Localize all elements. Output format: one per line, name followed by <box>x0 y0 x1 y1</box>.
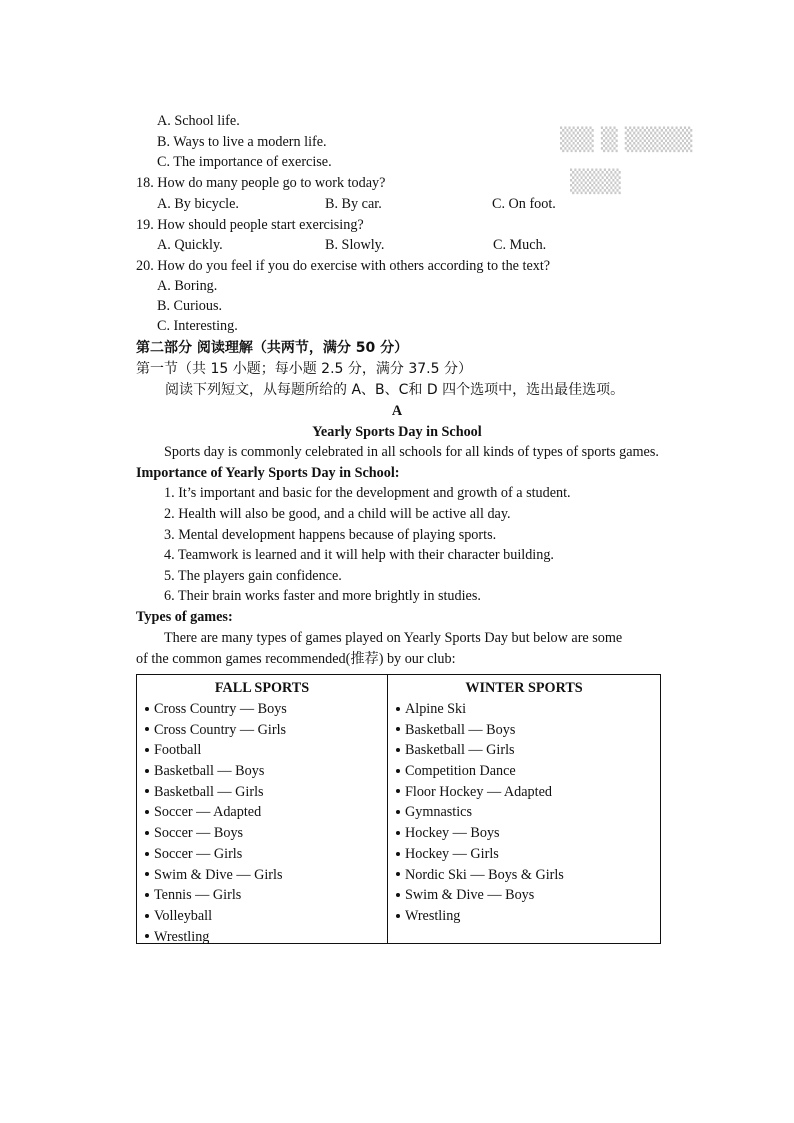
sport-name: Floor Hockey — Adapted <box>405 783 552 800</box>
section1-instruction: 阅读下列短文，从每题所给的 A、B、C和 D 四个选项中，选出最佳选项。 <box>165 382 625 398</box>
types-paragraph-line2: of the common games recommended(推荐) by our club: <box>136 651 456 667</box>
q17-option-b: B. Ways to live a modern life. <box>157 134 327 150</box>
passage-letter: A <box>391 403 403 419</box>
bullet-icon <box>396 769 400 773</box>
bullet-icon <box>396 852 400 856</box>
q19-option-a: A. Quickly. <box>157 237 223 253</box>
bleed-through-mark: ▒▒ ▒ ▒▒▒▒ <box>560 128 693 153</box>
sport-name: Tennis — Girls <box>154 887 242 904</box>
fall-sports-list <box>145 699 287 947</box>
importance-point: 6. Their brain works faster and more brightly in studies. <box>164 588 481 604</box>
sports-list-item <box>145 761 287 782</box>
bullet-icon <box>396 748 400 752</box>
sport-name: Swim & Dive — Boys <box>405 887 535 904</box>
bullet-icon <box>396 707 400 711</box>
sport-name: Cross Country — Girls <box>154 721 287 738</box>
fall-sports-header: FALL SPORTS <box>214 680 310 696</box>
sport-name: Wrestling <box>405 907 461 924</box>
bullet-icon <box>145 727 149 731</box>
sports-list-item <box>396 761 564 782</box>
q20-option-c: C. Interesting. <box>157 318 238 334</box>
bullet-icon <box>396 727 400 731</box>
winter-sports-header: WINTER SPORTS <box>465 680 583 696</box>
sports-list-item <box>145 740 287 761</box>
importance-heading: Importance of Yearly Sports Day in School: <box>136 465 400 481</box>
q18-option-c: C. On foot. <box>492 196 556 212</box>
sports-list-item <box>396 720 564 741</box>
importance-point: 5. The players gain confidence. <box>164 568 342 584</box>
sports-list-item <box>396 699 564 720</box>
sport-name: Hockey — Girls <box>405 845 499 862</box>
bullet-icon <box>145 707 149 711</box>
sports-list-item <box>145 885 287 906</box>
sport-name: Wrestling <box>154 928 210 945</box>
bullet-icon <box>145 769 149 773</box>
sport-name: Alpine Ski <box>405 701 467 717</box>
sports-list-item <box>145 844 287 865</box>
part2-title: 第二部分 阅读理解（共两节，满分 50 分） <box>136 340 409 356</box>
bullet-icon <box>145 810 149 814</box>
importance-point: 2. Health will also be good, and a child will be active all day. <box>164 506 511 522</box>
sport-name: Basketball — Boys <box>405 721 516 738</box>
bullet-icon <box>145 934 149 938</box>
sports-list-item <box>396 740 564 761</box>
sport-name: Gymnastics <box>405 804 472 821</box>
q20-question: 20. How do you feel if you do exercise with others according to the text? <box>136 258 551 274</box>
bullet-icon <box>145 893 149 897</box>
q18-question: 18. How do many people go to work today? <box>136 175 386 191</box>
q17-option-c: C. The importance of exercise. <box>157 154 332 170</box>
q18-option-a: A. By bicycle. <box>157 196 239 212</box>
q20-option-a: A. Boring. <box>157 278 218 294</box>
bullet-icon <box>396 893 400 897</box>
sport-name: Basketball — Girls <box>154 783 264 800</box>
sport-name: Nordic Ski — Boys & Girls <box>405 866 564 883</box>
sport-name: Soccer — Girls <box>154 845 243 862</box>
sports-list-item <box>396 906 564 927</box>
importance-point: 3. Mental development happens because of playing sports. <box>164 527 497 543</box>
sports-list-item <box>145 699 287 720</box>
sports-list-item <box>396 844 564 865</box>
sports-list-item <box>396 802 564 823</box>
sport-name: Hockey — Boys <box>405 825 500 842</box>
sports-list-item <box>145 782 287 803</box>
sport-name: Soccer — Adapted <box>154 804 262 821</box>
sport-name: Volleyball <box>154 907 213 924</box>
passage-title: Yearly Sports Day in School <box>312 424 482 440</box>
sports-list-item <box>145 720 287 741</box>
sports-list-item <box>396 823 564 844</box>
q20-option-b: B. Curious. <box>157 298 223 314</box>
bullet-icon <box>396 810 400 814</box>
fall-sports-column <box>137 675 388 943</box>
q19-option-b: B. Slowly. <box>325 237 385 253</box>
winter-sports-list <box>396 699 564 927</box>
winter-sports-column <box>388 675 660 943</box>
importance-point: 4. Teamwork is learned and it will help with their character building. <box>164 547 554 563</box>
sports-list-item <box>145 906 287 927</box>
sports-list-item <box>145 823 287 844</box>
bullet-icon <box>145 872 149 876</box>
bullet-icon <box>145 914 149 918</box>
bullet-icon <box>396 872 400 876</box>
q17-option-a: A. School life. <box>157 113 240 129</box>
sport-name: Basketball — Girls <box>405 742 515 759</box>
sports-list-item <box>145 927 287 948</box>
sports-table <box>136 674 661 944</box>
sports-list-item <box>396 782 564 803</box>
bullet-icon <box>396 789 400 793</box>
sport-name: Football <box>154 742 202 759</box>
sports-list-item <box>145 802 287 823</box>
bullet-icon <box>145 852 149 856</box>
sport-name: Swim & Dive — Girls <box>154 866 283 883</box>
bullet-icon <box>145 748 149 752</box>
bullet-icon <box>396 831 400 835</box>
types-heading: Types of games: <box>136 609 233 625</box>
bullet-icon <box>145 831 149 835</box>
section1-title: 第一节（共 15 小题；每小题 2.5 分，满分 37.5 分） <box>136 361 472 377</box>
sport-name: Basketball — Boys <box>154 763 265 780</box>
sport-name: Soccer — Boys <box>154 825 244 842</box>
q19-question: 19. How should people start exercising? <box>136 217 364 233</box>
sports-list-item <box>145 865 287 886</box>
sport-name: Competition Dance <box>405 763 516 780</box>
passage-intro: Sports day is commonly celebrated in all schools for all kinds of types of sports games. <box>164 444 659 460</box>
q19-option-c: C. Much. <box>493 237 547 253</box>
sports-list-item <box>396 885 564 906</box>
bullet-icon <box>396 914 400 918</box>
q18-option-b: B. By car. <box>325 196 382 212</box>
bleed-through-mark: ▒▒▒ <box>570 170 621 195</box>
bullet-icon <box>145 789 149 793</box>
sports-list-item <box>396 865 564 886</box>
importance-point: 1. It’s important and basic for the development and growth of a student. <box>164 485 571 501</box>
types-paragraph-line1: There are many types of games played on Yearly Sports Day but below are some <box>164 630 623 646</box>
sport-name: Cross Country — Boys <box>154 701 287 717</box>
